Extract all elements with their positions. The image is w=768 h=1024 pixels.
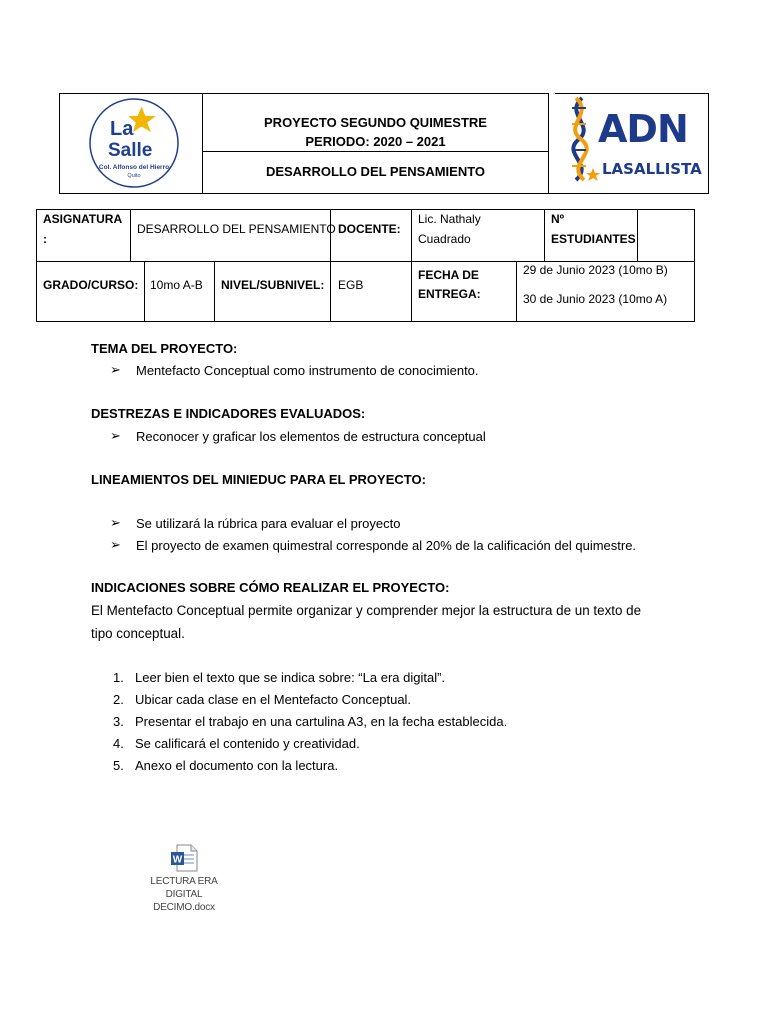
step-text: Ubicar cada clase en el Mentefacto Conceptual. bbox=[135, 692, 412, 707]
lineamientos-bullet-text: El proyecto de examen quimestral corresponde al 20% de la calificación del quimestre. bbox=[136, 537, 637, 553]
step-number: 4. bbox=[113, 736, 124, 751]
step-item bbox=[113, 758, 338, 773]
step-number: 2. bbox=[113, 692, 124, 707]
fecha-value-line1: 29 de Junio 2023 (10mo B) bbox=[523, 263, 668, 277]
tema-heading: TEMA DEL PROYECTO: bbox=[91, 341, 238, 356]
estudiantes-label-line1: Nº bbox=[551, 212, 565, 226]
header-title-line2: PERIODO: 2020 – 2021 bbox=[305, 134, 446, 149]
header-title-line1: PROYECTO SEGUNDO QUIMESTRE bbox=[264, 115, 487, 130]
docente-value-line1: Lic. Nathaly bbox=[418, 212, 481, 226]
lineamientos-bullet bbox=[110, 537, 636, 553]
tema-bullet-text: Mentefacto Conceptual como instrumento de conocimiento. bbox=[136, 362, 479, 378]
step-number: 3. bbox=[113, 714, 124, 729]
estudiantes-label-line2: ESTUDIANTES bbox=[551, 232, 636, 246]
indicaciones-paragraph-line2: tipo conceptual. bbox=[91, 626, 185, 641]
step-text: Leer bien el texto que se indica sobre: “La era digital”. bbox=[135, 670, 446, 685]
step-item bbox=[113, 670, 445, 685]
lineamientos-bullet-text: Se utilizará la rúbrica para evaluar el proyecto bbox=[136, 515, 401, 531]
step-text: Anexo el documento con la lectura. bbox=[135, 758, 339, 773]
destrezas-bullet-text: Reconocer y graficar los elementos de estructura conceptual bbox=[136, 428, 486, 444]
destrezas-heading: DESTREZAS E INDICADORES EVALUADOS: bbox=[91, 406, 366, 421]
docente-label: DOCENTE: bbox=[338, 222, 401, 236]
word-document-icon bbox=[169, 843, 199, 873]
svg-text:Salle: Salle bbox=[108, 140, 153, 161]
fecha-label-line2: ENTREGA: bbox=[418, 287, 481, 301]
step-text: Se calificará el contenido y creatividad. bbox=[135, 736, 360, 751]
attachment-lectura[interactable] bbox=[134, 843, 234, 914]
arrow-bullet-icon: ➢ bbox=[110, 428, 121, 443]
step-item bbox=[113, 692, 411, 707]
attachment-label-line1: LECTURA ERA bbox=[150, 876, 218, 887]
grado-value: 10mo A-B bbox=[150, 278, 203, 292]
step-item bbox=[113, 736, 360, 751]
docente-value-line2: Cuadrado bbox=[418, 232, 471, 246]
asignatura-label: ASIGNATURA bbox=[43, 212, 123, 226]
step-number: 5. bbox=[113, 758, 124, 773]
step-number: 1. bbox=[113, 670, 124, 685]
grado-label: GRADO/CURSO: bbox=[43, 278, 139, 292]
step-text: Presentar el trabajo en una cartulina A3, en la fecha establecida. bbox=[135, 714, 508, 729]
lineamientos-bullet bbox=[110, 515, 400, 531]
fecha-value-line2: 30 de Junio 2023 (10mo A) bbox=[523, 292, 668, 306]
svg-text:ADN: ADN bbox=[598, 107, 688, 151]
indicaciones-paragraph-line1: El Mentefacto Conceptual permite organizar y comprender mejor la estructura de un texto de bbox=[91, 603, 642, 618]
svg-text:La: La bbox=[110, 118, 134, 140]
svg-text:Col. Alfonso del Hierro: Col. Alfonso del Hierro bbox=[98, 164, 170, 171]
la-salle-logo bbox=[88, 97, 180, 189]
fecha-label-line1: FECHA DE bbox=[418, 268, 479, 282]
nivel-label: NIVEL/SUBNIVEL: bbox=[221, 278, 325, 292]
svg-text:Quito: Quito bbox=[127, 173, 141, 179]
indicaciones-heading: INDICACIONES SOBRE CÓMO REALIZAR EL PROYECTO: bbox=[91, 580, 450, 595]
svg-text:W: W bbox=[172, 854, 183, 866]
header-subtitle: DESARROLLO DEL PENSAMIENTO bbox=[265, 164, 486, 179]
arrow-bullet-icon: ➢ bbox=[110, 537, 121, 552]
attachment-label-line2: DIGITAL DECIMO.docx bbox=[153, 889, 215, 913]
arrow-bullet-icon: ➢ bbox=[110, 362, 121, 377]
lineamientos-heading: LINEAMIENTOS DEL MINIEDUC PARA EL PROYECTO: bbox=[91, 472, 426, 487]
adn-lasallista-logo bbox=[560, 94, 702, 184]
svg-text:LASALLISTA: LASALLISTA bbox=[602, 160, 702, 178]
asignatura-colon: : bbox=[43, 232, 47, 246]
arrow-bullet-icon: ➢ bbox=[110, 515, 121, 530]
destrezas-bullet bbox=[110, 428, 486, 444]
step-item bbox=[113, 714, 507, 729]
asignatura-value: DESARROLLO DEL PENSAMIENTO bbox=[137, 222, 336, 236]
tema-bullet bbox=[110, 362, 479, 378]
nivel-value: EGB bbox=[338, 278, 364, 292]
